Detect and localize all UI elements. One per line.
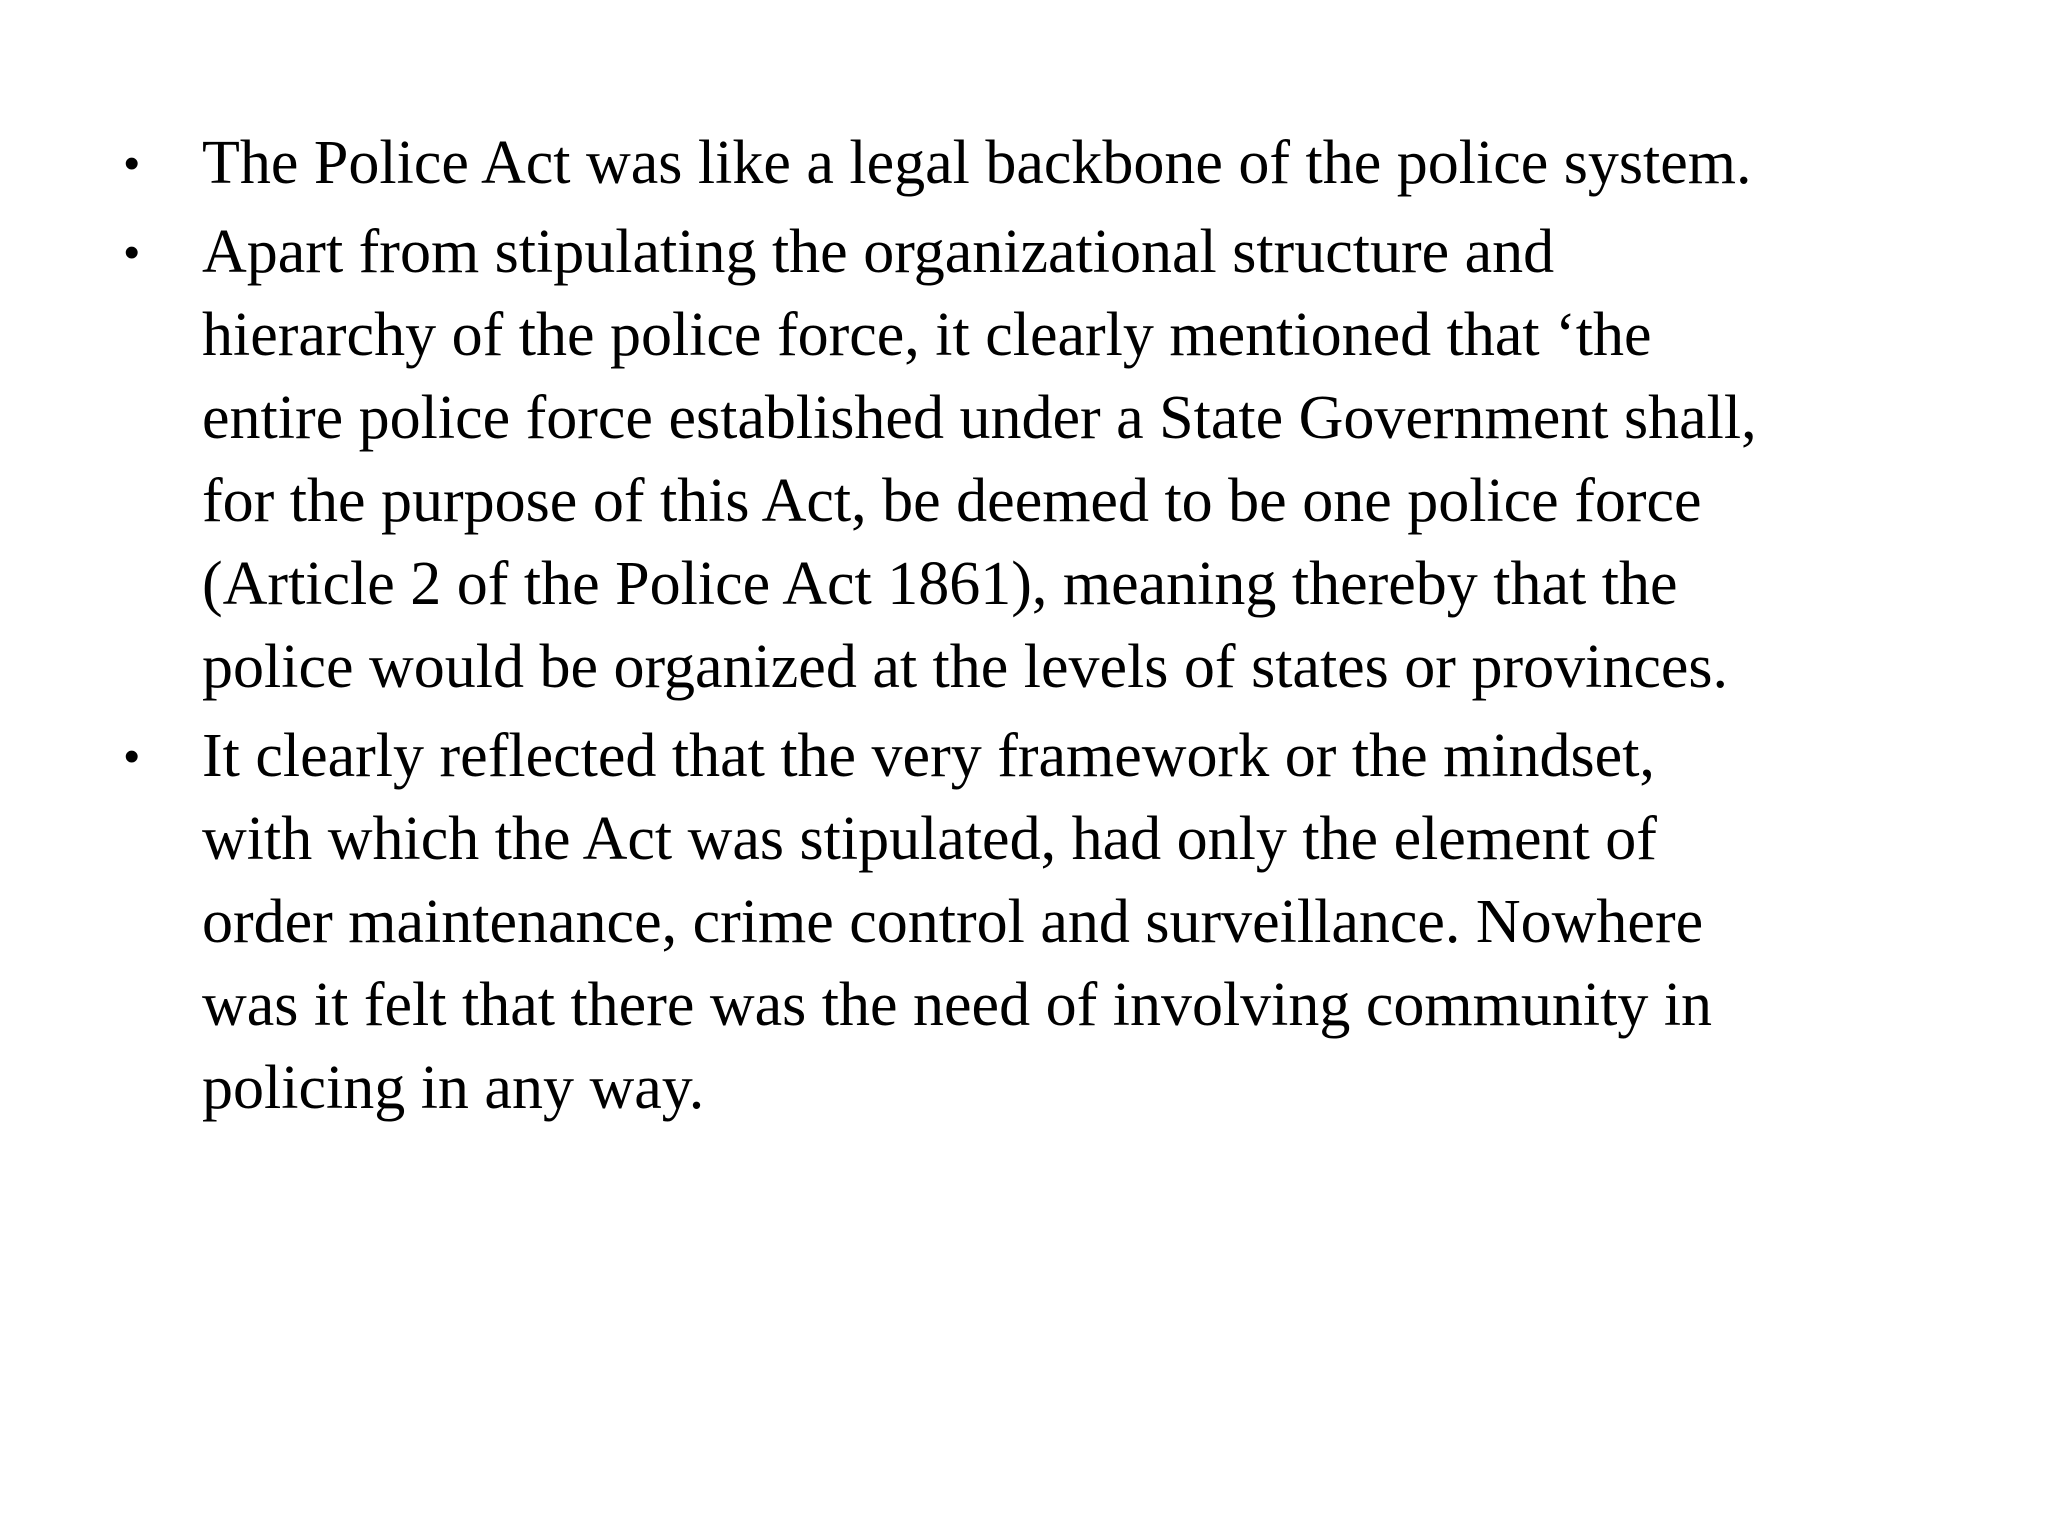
- bullet-dot-icon: •: [124, 732, 140, 781]
- bullet-text: Apart from stipulating the organizational structure and hierarchy of the police force, it clearly mentioned that ‘the entire police force established under a State Government shall, for the purpose of this Act, be deemed to be one police force (Article 2 of the Police Act 1861), meaning thereby that the police would be organized at the levels of states or provinces.: [202, 218, 1757, 701]
- bullet-item: [118, 715, 1958, 1130]
- bullet-list: [118, 122, 1958, 1136]
- bullet-text: It clearly reflected that the very framework or the mindset, with which the Act was stipulated, had only the element of order maintenance, crime control and surveillance. Nowhere was it felt that there was the need of involving community in policing in any way.: [202, 722, 1713, 1122]
- bullet-text: The Police Act was like a legal backbone of the police system.: [202, 129, 1752, 197]
- bullet-item: [118, 122, 1958, 205]
- bullet-dot-icon: •: [124, 139, 140, 188]
- bullet-item: [118, 211, 1958, 709]
- bullet-dot-icon: •: [124, 228, 140, 277]
